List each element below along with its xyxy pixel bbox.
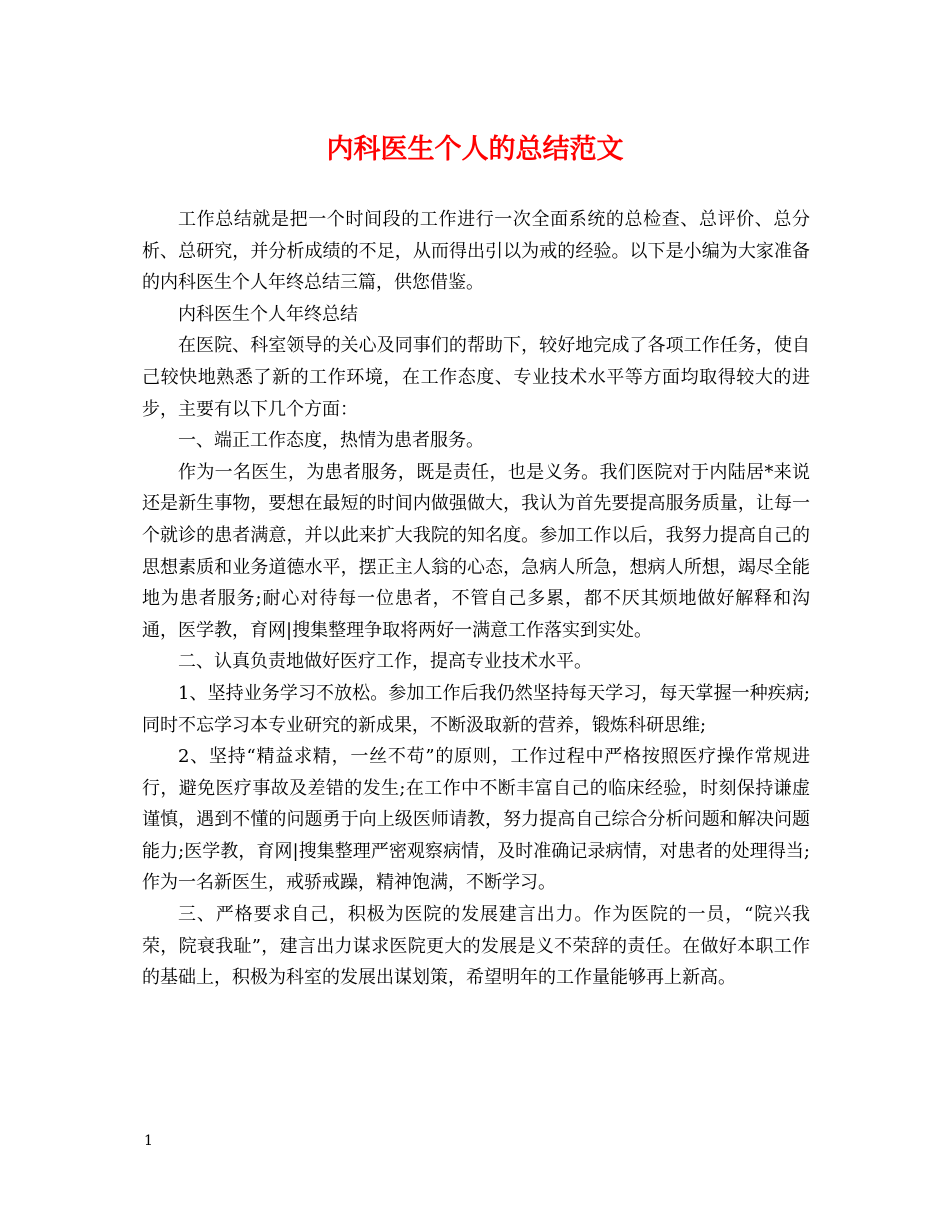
section-heading-1: 一、端正工作态度，热情为患者服务。 [178, 430, 484, 452]
document-body [142, 204, 810, 994]
paragraph-item-2: 2、坚持“精益求精，一丝不苟”的原则，工作过程中严格按照医疗操作常规进行，避免医疗事故及差错的发生;在工作中不断丰富自己的临床经验，时刻保持谦虚谨慎，遇到不懂的问题勇于向上级医师请教，努力提高自己综合分析问题和解决问题能力;医学教，育网|搜集整理严密观察病情，及时准确记录病情，对患者的处理得当;作为一名新医生，戒骄戒躁，精神饱满，不断学习。 [142, 746, 810, 894]
paragraph-section-3: 三、严格要求自己，积极为医院的发展建言出力。作为医院的一员，“院兴我荣，院衰我耻”，建言出力谋求医院更大的发展是义不荣辞的责任。在做好本职工作的基础上，积极为科室的发展出谋划策，希望明年的工作量能够再上新高。 [142, 904, 810, 989]
paragraph-item-1: 1、坚持业务学习不放松。参加工作后我仍然坚持每天学习，每天掌握一种疾病;同时不忘学习本专业研究的新成果，不断汲取新的营养，锻炼科研思维; [142, 682, 810, 736]
paragraph-subtitle: 内科医生个人年终总结 [178, 303, 358, 325]
paragraph-overview: 在医院、科室领导的关心及同事们的帮助下，较好地完成了各项工作任务，使自己较快地熟悉了新的工作环境，在工作态度、专业技术水平等方面均取得较大的进步，主要有以下几个方面： [142, 335, 810, 420]
section-heading-2: 二、认真负责地做好医疗工作，提高专业技术水平。 [178, 651, 592, 673]
document-title: 内科医生个人的总结范文 [326, 134, 624, 165]
page-number: 1 [144, 1133, 153, 1149]
paragraph-intro: 工作总结就是把一个时间段的工作进行一次全面系统的总检查、总评价、总分析、总研究，并分析成绩的不足，从而得出引以为戒的经验。以下是小编为大家准备的内科医生个人年终总结三篇，供您借鉴。 [142, 209, 810, 294]
paragraph-section-1: 作为一名医生，为患者服务，既是责任，也是义务。我们医院对于内陆居*来说还是新生事物，要想在最短的时间内做强做大，我认为首先要提高服务质量，让每一个就诊的患者满意，并以此来扩大我院的知名度。参加工作以后，我努力提高自己的思想素质和业务道德水平，摆正主人翁的心态，急病人所急，想病人所想，竭尽全能地为患者服务;耐心对待每一位患者，不管自己多累，都不厌其烦地做好解释和沟通，医学教，育网|搜集整理争取将两好一满意工作落实到实处。 [142, 461, 810, 641]
